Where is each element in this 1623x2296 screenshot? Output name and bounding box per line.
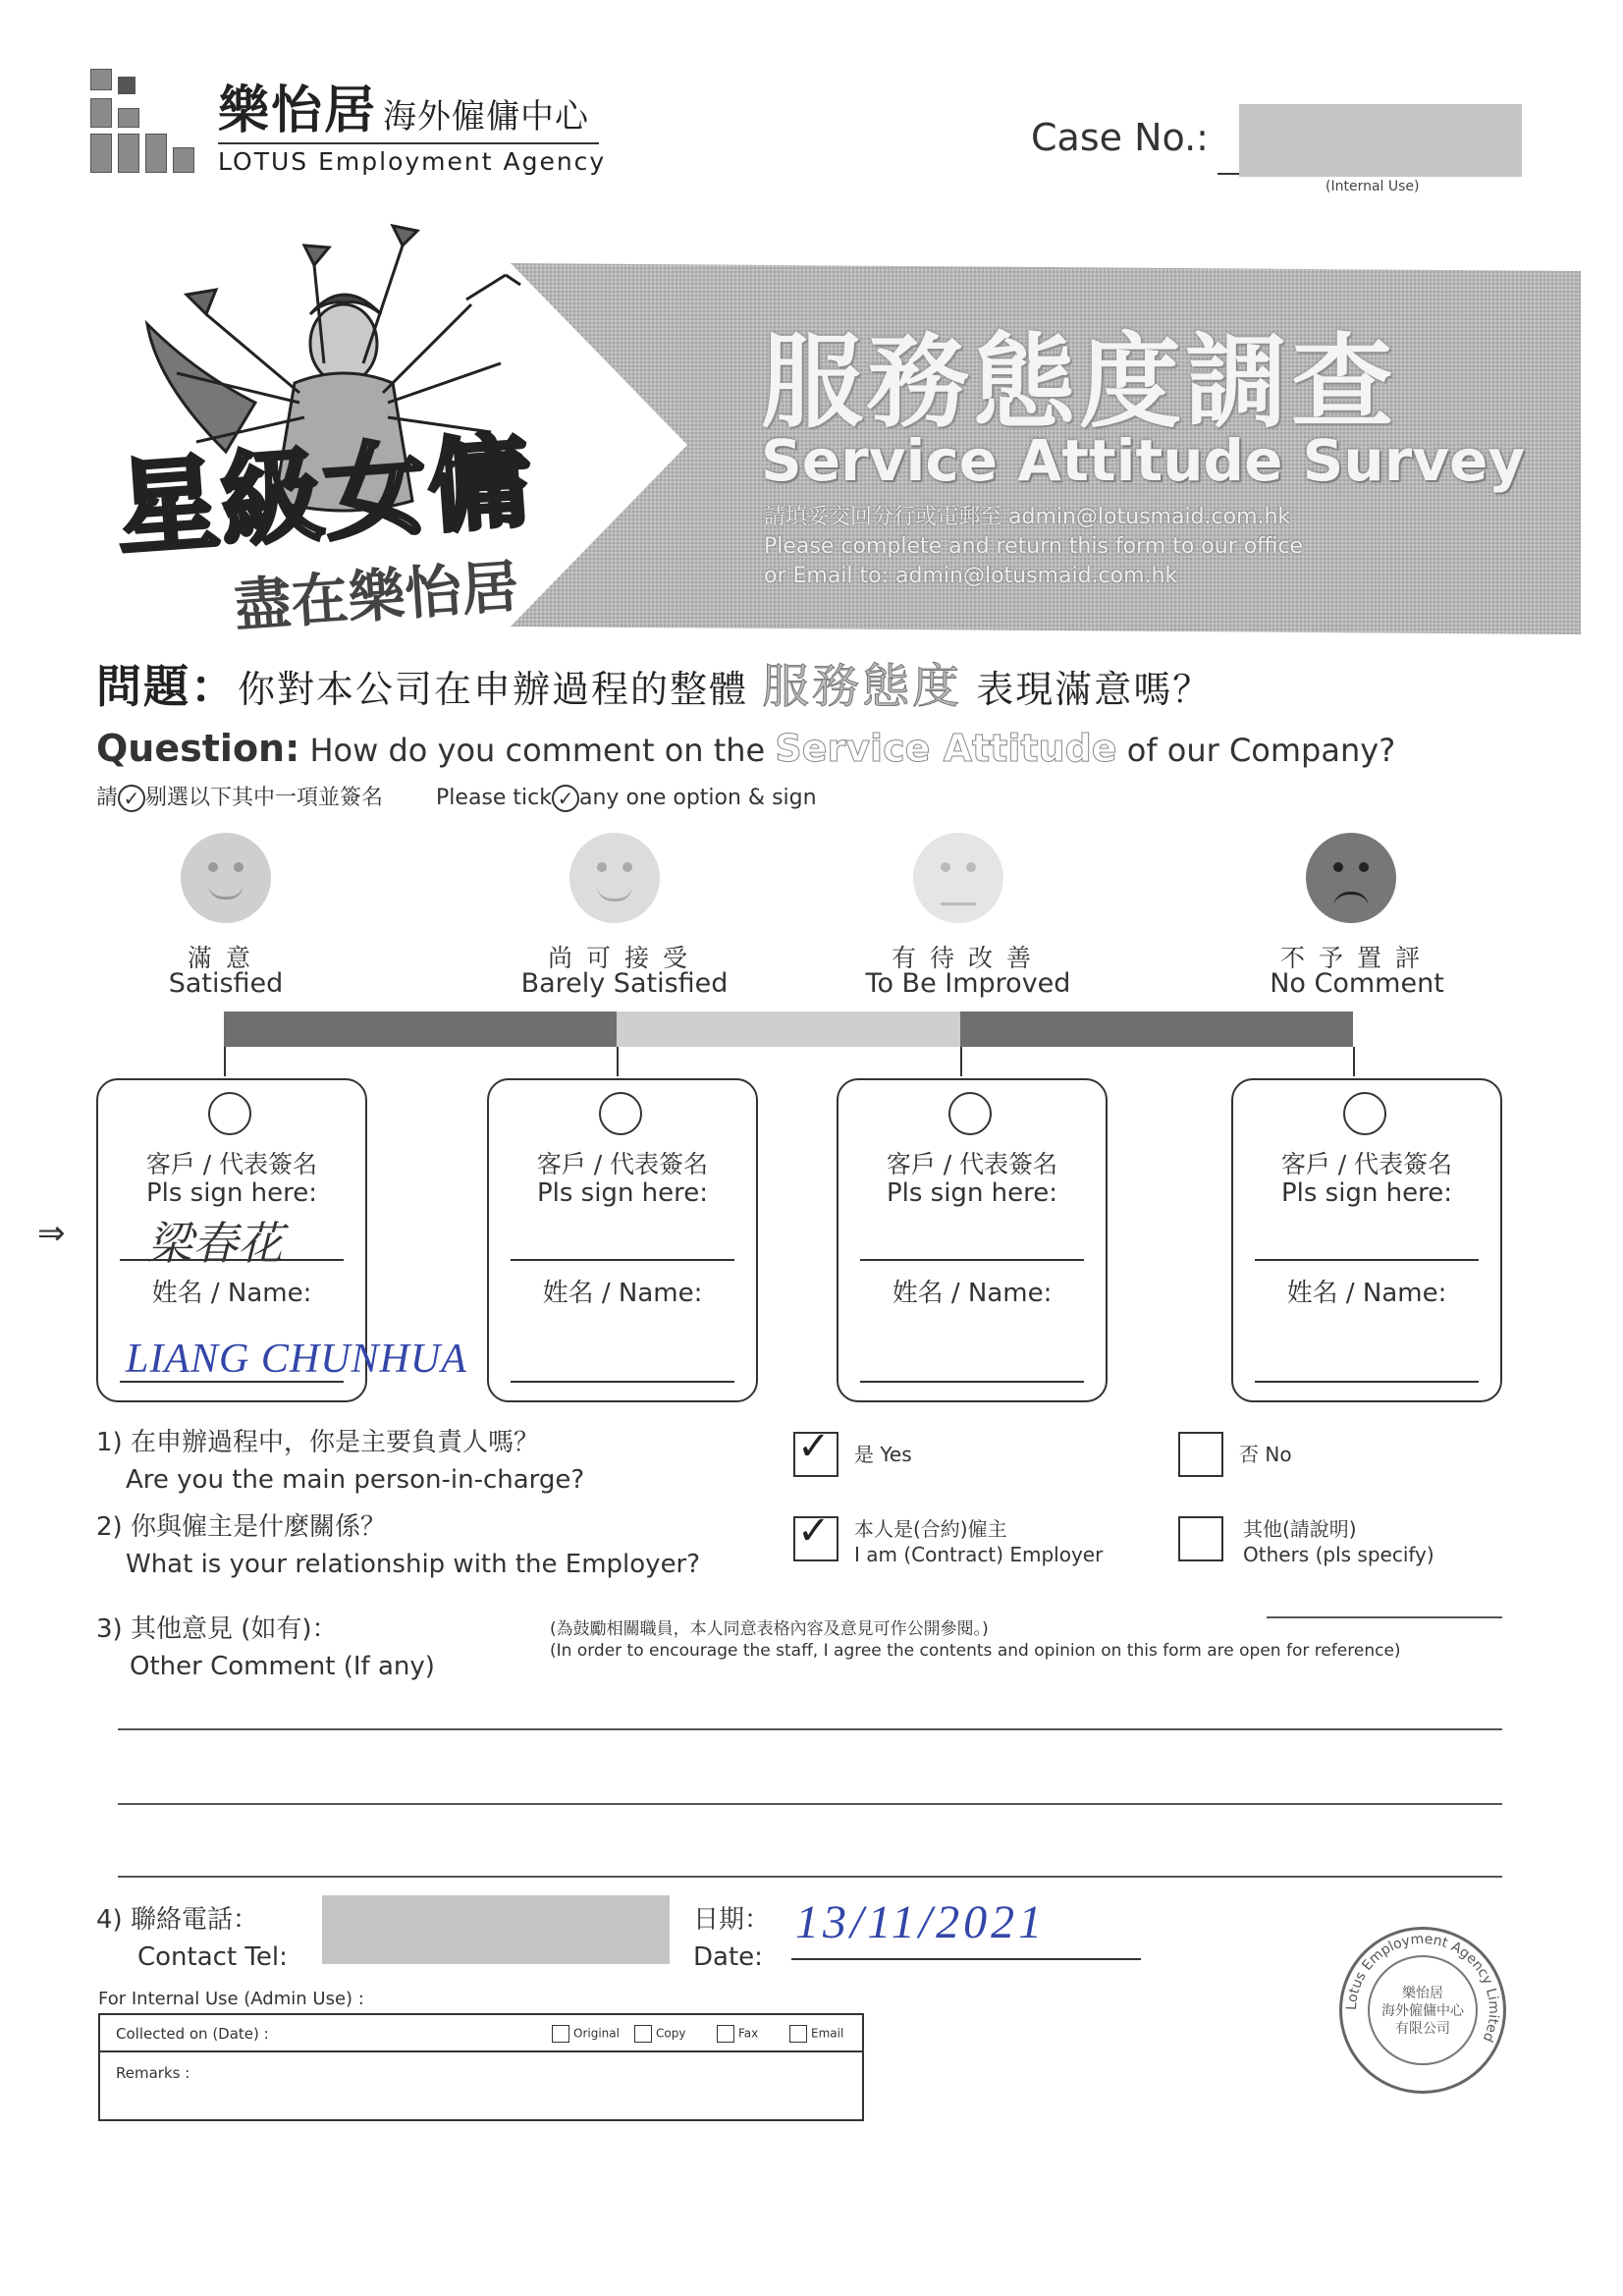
sign-box-no-comment: 客戶 / 代表簽名 Pls sign here: 姓名 / Name: [1231, 1078, 1502, 1402]
q1-yes-tick-icon: ✓ [797, 1424, 831, 1469]
connector-stem [617, 1047, 619, 1076]
logo-english-name: LOTUS Employment Agency [218, 147, 607, 176]
contact-tel-redacted [322, 1895, 670, 1964]
q2-employer-label: 本人是(合約)僱主 I am (Contract) Employer [854, 1517, 1104, 1566]
option-to-be-improved-en: To Be Improved [865, 968, 1071, 999]
name-line[interactable] [860, 1381, 1084, 1383]
admin-email-checkbox[interactable]: Email [789, 2025, 843, 2043]
q3-text: 3) 其他意見 (如有)： Other Comment (If any) [96, 1614, 435, 1681]
logo-chinese-name: 樂怡居 海外僱傭中心 [218, 82, 590, 140]
sign-box-satisfied: 客戶 / 代表簽名 Pls sign here: 姓名 / Name: [96, 1078, 367, 1402]
option-radio[interactable] [948, 1092, 992, 1135]
signature-line[interactable] [511, 1259, 734, 1261]
q2-employer-tick-icon: ✓ [797, 1508, 831, 1554]
q1-yes-label: 是 Yes [854, 1443, 912, 1466]
q1-no-checkbox[interactable] [1178, 1432, 1223, 1477]
star-maid-title: 星級女傭 [112, 420, 537, 570]
arrow-marker: ⇒ [37, 1214, 66, 1253]
admin-fax-checkbox[interactable]: Fax [717, 2025, 758, 2043]
q2-text: 2) 你與僱主是什麼關係？ What is your relationship with the Employer? [96, 1512, 701, 1579]
signature-line[interactable] [1255, 1259, 1479, 1261]
banner-title-english: Service Attitude Survey [761, 427, 1526, 494]
q1-text: 1) 在申辦過程中，你是主要負責人嗎？ Are you the main person-in-charge? [96, 1428, 585, 1495]
connector-bar-segment [960, 1011, 1353, 1047]
option-barely-satisfied-cn: 尚可接受 [547, 944, 701, 972]
q2-others-label: 其他(請說明) Others (pls specify) [1243, 1517, 1434, 1566]
comment-line[interactable] [118, 1876, 1502, 1878]
logo-divider [218, 142, 599, 144]
option-radio[interactable] [1343, 1092, 1386, 1135]
logo-mark [90, 69, 203, 182]
connector-bar-segment [224, 1011, 617, 1047]
admin-original-checkbox[interactable]: Original [552, 2025, 620, 2043]
option-no-comment-en: No Comment [1270, 968, 1444, 999]
internal-use-note: (Internal Use) [1325, 179, 1420, 194]
banner-title-chinese: 服務態度調查 [761, 322, 1398, 442]
case-number-line [1217, 173, 1241, 175]
q2-others-checkbox[interactable] [1178, 1516, 1223, 1561]
name-line[interactable] [511, 1381, 734, 1383]
connector-stem [1353, 1047, 1355, 1076]
name-line[interactable] [1255, 1381, 1479, 1383]
contact-tel-label: 4) 聯絡電話： Contact Tel: [96, 1905, 288, 1972]
svg-text:Lotus Employment Agency Limite: Lotus Employment Agency Limited [1343, 1931, 1502, 2045]
admin-use-title: For Internal Use (Admin Use) : [98, 1989, 364, 2009]
handwritten-name: LIANG CHUNHUA [126, 1337, 467, 1382]
banner-return-note: 請填妥交回分行或電郵至 admin@lotusmaid.com.hk Please complete and return this form to our office or Email to: admin@lotusmaid.com.hk [764, 505, 1304, 588]
others-specify-line[interactable] [1267, 1616, 1502, 1618]
date-value: 13/11/2021 [795, 1896, 1047, 1948]
option-radio[interactable] [208, 1092, 251, 1135]
option-radio[interactable] [599, 1092, 642, 1135]
barely-satisfied-face-icon [569, 833, 660, 923]
option-satisfied-cn: 滿意 [187, 944, 264, 972]
consent-note: (為鼓勵相關職員，本人同意表格內容及意見可作公開參閱。) (In order to encourage the staff, I agree the contents and opinion on this form are open for reference) [550, 1619, 1401, 1661]
admin-use-box: Collected on (Date) : Original Copy Fax Email Remarks : [98, 2013, 864, 2121]
admin-copy-checkbox[interactable]: Copy [634, 2025, 685, 2043]
option-no-comment-cn: 不予置評 [1279, 944, 1434, 972]
tick-icon: ✓ [118, 785, 145, 812]
case-number-redacted [1239, 104, 1522, 177]
option-satisfied-en: Satisfied [168, 968, 284, 999]
tick-instruction: 請 ✓ 剔選以下其中一項並簽名 Please tick ✓ any one option & sign [96, 786, 817, 810]
no-comment-face-icon [1306, 833, 1396, 923]
signature-line[interactable] [860, 1259, 1084, 1261]
tick-icon: ✓ [552, 785, 579, 812]
option-to-be-improved-cn: 有待改善 [891, 944, 1045, 972]
case-number-label: Case No.: [1031, 116, 1209, 159]
connector-bar-segment [617, 1011, 960, 1047]
to-be-improved-face-icon [913, 833, 1003, 923]
question-english: Question: How do you comment on the Service Attitude of our Company? [96, 727, 1396, 770]
option-barely-satisfied-en: Barely Satisfied [520, 968, 729, 999]
comment-line[interactable] [118, 1803, 1502, 1805]
satisfied-face-icon [181, 833, 271, 923]
sign-box-to-be-improved: 客戶 / 代表簽名 Pls sign here: 姓名 / Name: [837, 1078, 1108, 1402]
q1-no-label: 否 No [1239, 1443, 1292, 1466]
star-maid-subtitle: 盡在樂怡居 [232, 552, 521, 640]
date-label: 日期： Date: [693, 1905, 771, 1972]
date-line[interactable] [791, 1958, 1141, 1960]
company-stamp: Lotus Employment Agency Limited 樂怡居 海外僱傭中心 有限公司 [1339, 1927, 1506, 2094]
sign-box-barely-satisfied: 客戶 / 代表簽名 Pls sign here: 姓名 / Name: [487, 1078, 758, 1402]
comment-line[interactable] [118, 1728, 1502, 1730]
handwritten-signature: 梁春花 [147, 1217, 283, 1270]
connector-stem [960, 1047, 962, 1076]
connector-stem [224, 1047, 226, 1076]
question-chinese: 問題：你對本公司在申辦過程的整體 服務態度 表現滿意嗎？ [96, 659, 1213, 714]
